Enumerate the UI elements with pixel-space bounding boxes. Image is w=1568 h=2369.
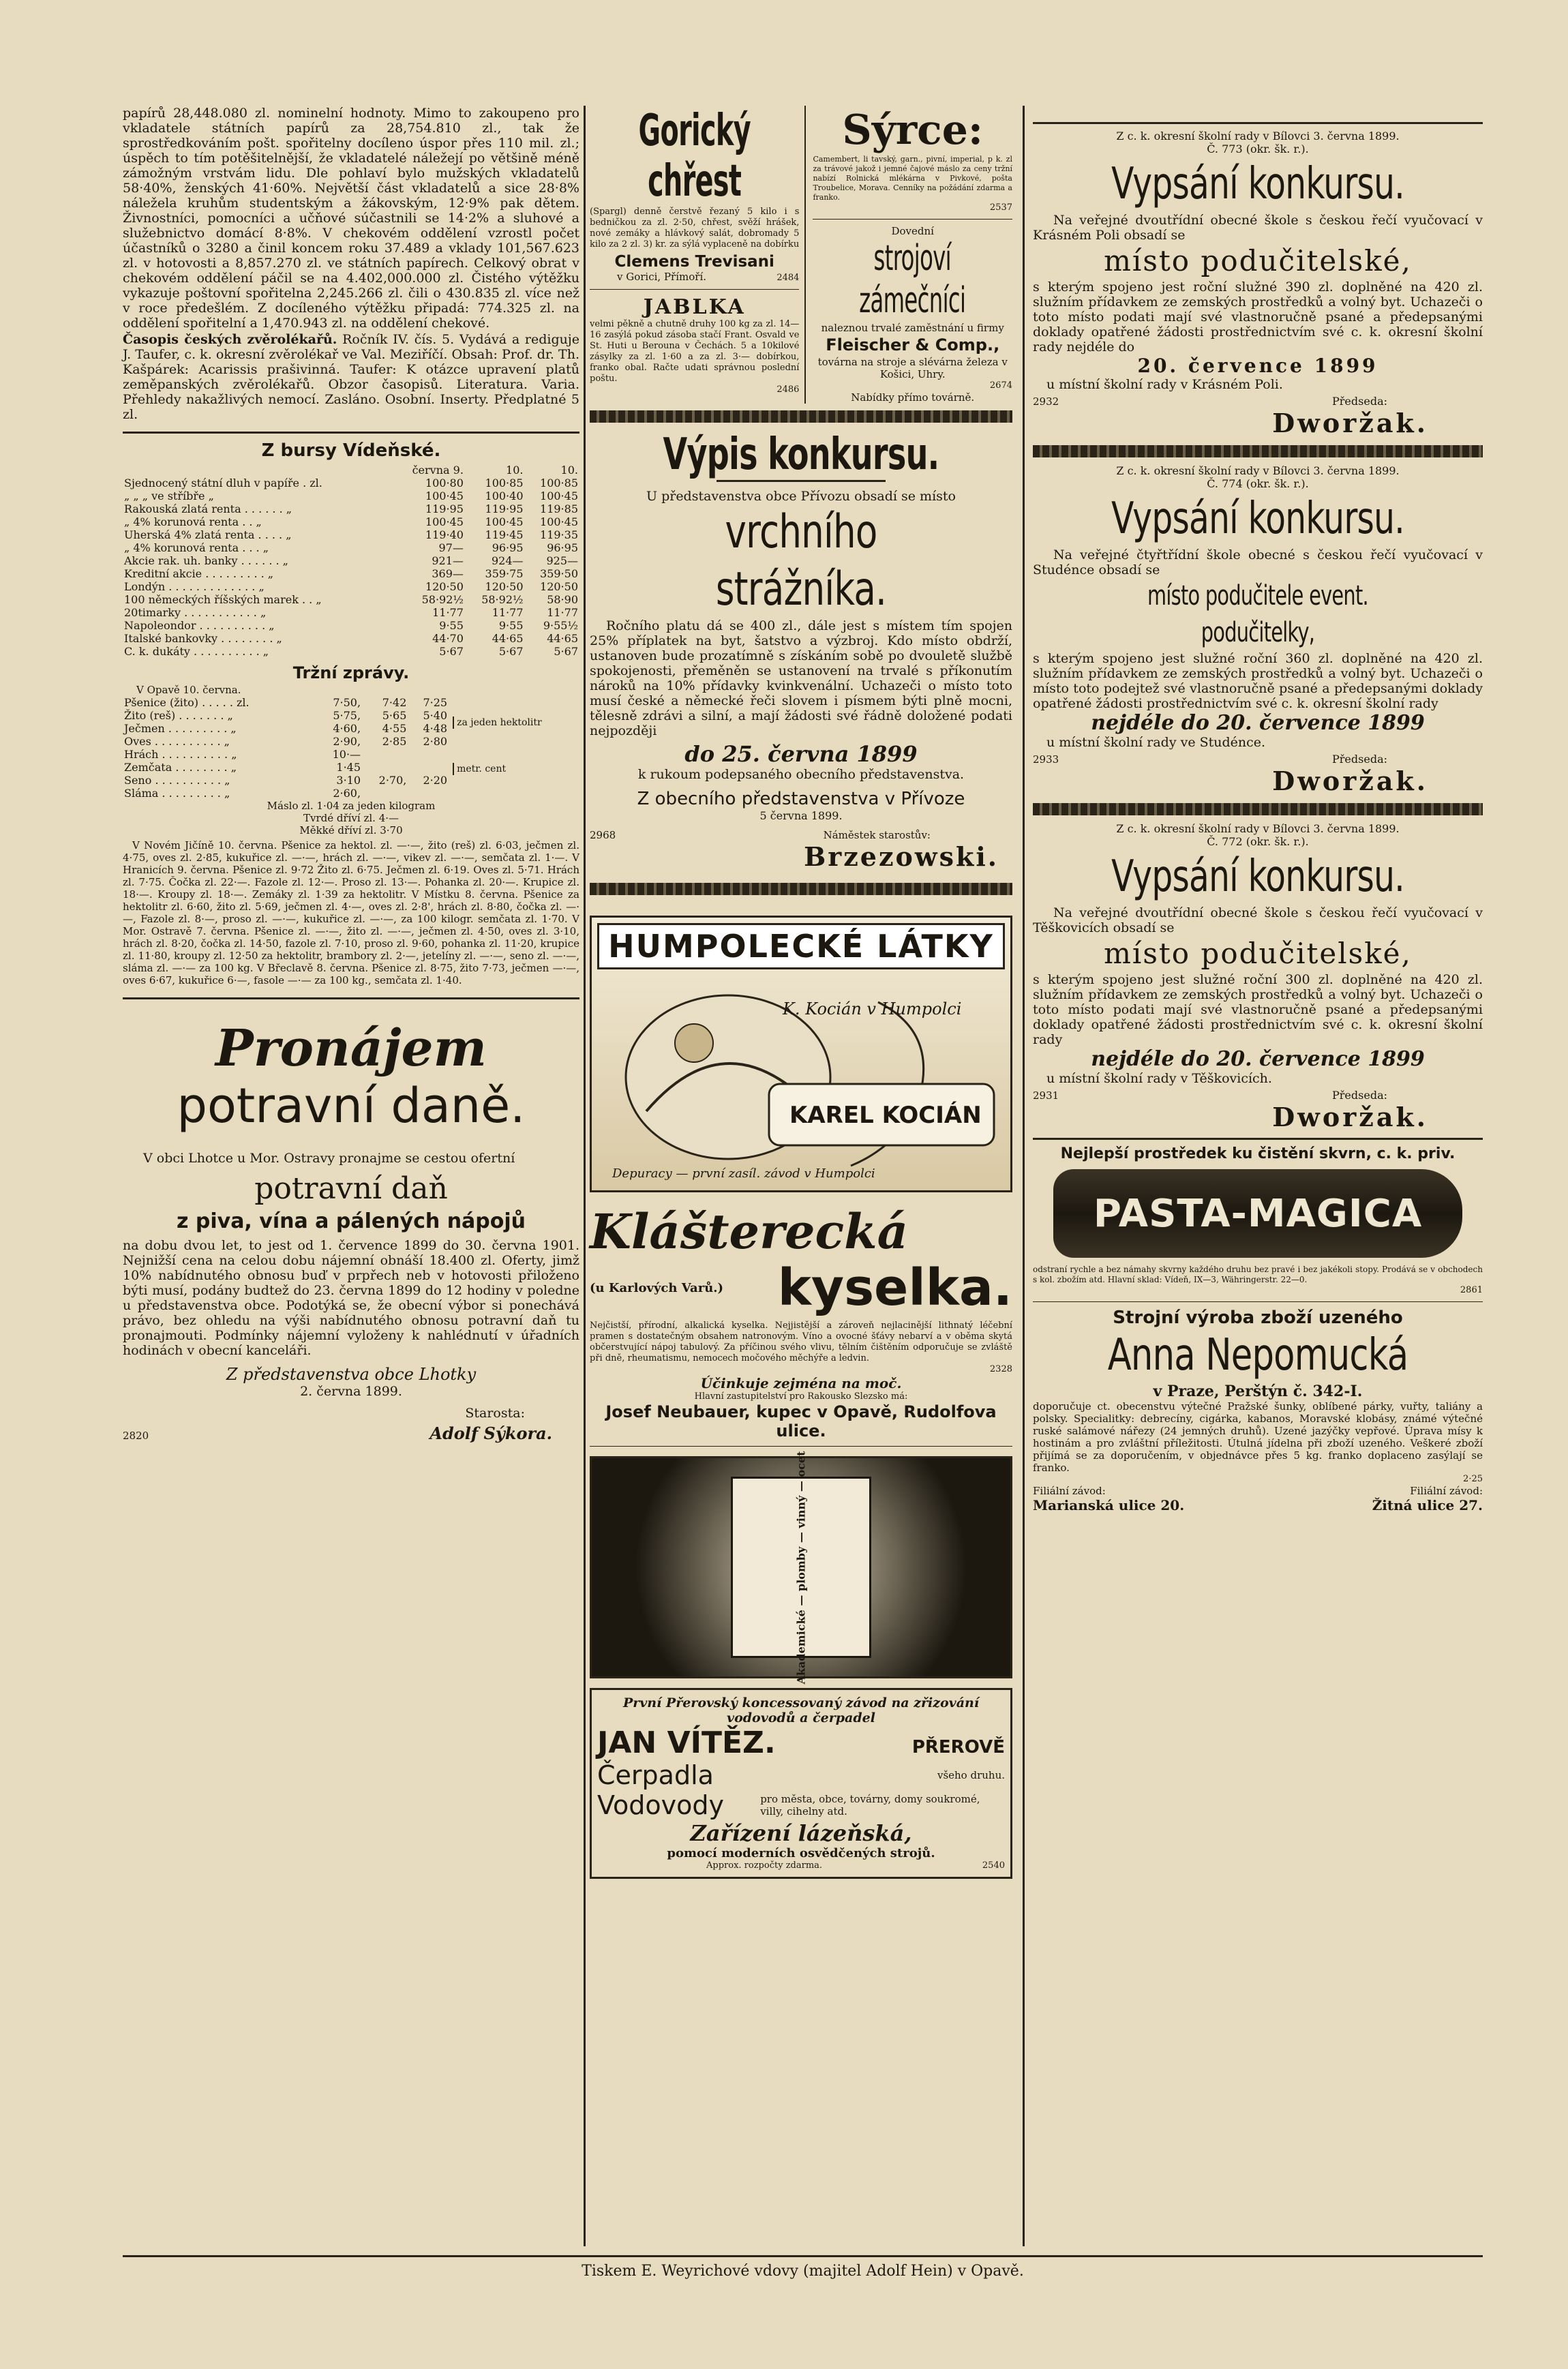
konkurs-name: Dworžak. — [1272, 408, 1428, 438]
footer-rule — [123, 2255, 1483, 2257]
bursa-title: Z bursy Vídeňské. — [261, 440, 441, 461]
divider-band — [590, 883, 1012, 895]
vitez-head: První Přerovský koncessovaný závod na zřizování vodovodů a čerpadel — [622, 1695, 980, 1725]
bursa-date: června 9. — [412, 464, 464, 477]
table-row: Žito (reš) . . . . . . . „ 5·75, 5·65 5·40 — [124, 709, 448, 722]
vypis-tail: k rukoum podepsaného obecního představenstva. — [637, 767, 965, 782]
pronajem-role: Starosta: — [465, 1406, 525, 1421]
column-1 — [123, 106, 579, 1443]
pronajem-date: 2. června 1899. — [300, 1384, 402, 1399]
wood-price: Tvrdé dříví zl. 4·— — [303, 812, 399, 824]
vypis-sdate: 5 června 1899. — [759, 809, 843, 822]
trzni-place: V Opavě 10. června. — [136, 684, 241, 696]
pasta-head: Nejlepší prostředek ku čistění skvrn, c. k. priv. — [1060, 1145, 1456, 1162]
table-row: Napoleondor . . . . . . . . . . „ 9·55 9·55 9·55½ — [124, 619, 578, 632]
strojovi-text: naleznou trvalé zaměstnání u firmy — [821, 322, 1004, 334]
anna-text: doporučuje ct. obecenstvu výtečné Pražské šunky, oblíbené párky, vuřty, taliány a polsky. Specialitky: debrecíny, cigárka, kabanos, Moravské klobásy, známé výtečné ruské salámové nářezy (24 jemných druhů). Uzené jazýčky vepřové. Úprava mísy k hostinám a pro zvláštní příležitosti. Útulná jídelna při zboží uzeného. Veškeré zboží přijímá se za doporučením, v objednávce přes 5 kg. franko doplaceno zasýlají se franko. — [1033, 1400, 1483, 1474]
humpolec-name: KAREL KOCIÁN — [789, 1102, 982, 1129]
humpolec-sub: K. Kocián v Humpolci — [783, 999, 962, 1018]
table-row: Hrách . . . . . . . . . . „ 10·— — [124, 748, 361, 761]
casopis-text: Ročník IV. čís. 5. Vydává a rediguje J. Taufer, c. k. okresní zvěrolékař ve Val. Meziříčí. Obsah: Prof. dr. Th. Kašpárek: Acarissis prašivinná. Taufer: K otázce upravení platů zeměpanských zvěrolékařů. Obzor časopisů. Literatura. Varia. Přehledy nakažlivých nemocí. Zasláno. Osobní. Inserty. Předplatné 5 zl. — [123, 332, 579, 422]
strojovi-foot: Nabídky přímo továrně. — [851, 391, 975, 404]
table-row: „ 4% korunová renta . . „ 100·45 100·45 100·45 — [124, 515, 578, 528]
vitez-cerp-note: všeho druhu. — [937, 1769, 1005, 1781]
vitez-cerp: Čerpadla — [597, 1760, 714, 1790]
pronajem-sign: Z představenstva obce Lhotky — [226, 1365, 477, 1384]
table-row: Zemčata . . . . . . . . „ 1·45 — [124, 761, 361, 774]
casopis-title: Časopis českých zvěrolékařů. — [123, 332, 337, 347]
humpolec-tag: Depuracy — první zasíl. závod v Humpolci — [612, 1166, 875, 1181]
humpolec-ad — [590, 916, 1012, 1192]
intro-text: papírů 28,448.080 zl. nominelní hodnoty. Mimo to zakoupeno pro vkladatele státních papírů za 28,754.810 zl., tak že sprostředkováním pošt. spořitelny docíleno úspor přes 110 mil. zl.; úspěch to tím potěšitelnější, že vkladatelé náležejí po většině méně zámožným vrstvám lidu. Dle pohlaví bylo mužských vkladatelů 58·40%, ženských 41·60%. Největší část vkladatelů a sice 28·8% náležela kruhům studentským a žákovským, 12·9% pak dětem. Živnostníci, pomocníci a učňové súčastnili se 14·2% a sluhové a služebnictvo domácí 8·8%. V chekovém oddělení vzrostl počet účastníků o 3280 a činil koncem roku 37.489 a vklady 101,567.623 zl. v hotovosti a 8,857.270 zl. ve státních papírech. Celkový obrat v chekovém oddělení páčil se na 4.402,000.000 zl. Čistého výtěžku vykazuje poštovní spořitelna 2,245.266 zl. čili o 430.835 zl. více než v roce předešlém. Z docíleného výtěžku připadá: 774.325 zl. na oddělení spořitelní a 1,470.943 zl. na oddělení chekové. — [123, 106, 579, 331]
table-row: Oves . . . . . . . . . . „ 2·90, 2·85 2·80 — [124, 735, 448, 748]
konkurs-big: místo podučitelské, — [1104, 244, 1412, 277]
humpolec-title: HUMPOLECKÉ LÁTKY — [608, 928, 994, 965]
vypis-intro: U představenstva obce Přívozu obsadí se místo — [646, 489, 956, 504]
pasta-name: PASTA-MAGICA — [1093, 1191, 1423, 1236]
table-row: Italské bankovky . . . . . . . . „ 44·70 44·65 44·65 — [124, 632, 578, 645]
ad-number: 2486 — [777, 384, 800, 395]
vitez-name: JAN VÍTĚZ. — [597, 1725, 776, 1760]
pronajem-sub: z piva, vína a pálených nápojů — [176, 1209, 526, 1233]
pronajem-name: Adolf Sýkora. — [429, 1423, 552, 1443]
pronajem-title: potravní daně. — [177, 1078, 526, 1134]
konkurs-intro: Na veřejné dvoutřídní obecné škole s českou řečí vyučovací v Krásném Poli obsadí se — [1033, 213, 1483, 243]
klasterec-deposit: Hlavní zastupitelství pro Rakousko Slezsko má: — [694, 1391, 908, 1402]
anna-branch-label: Filiální závod: — [1410, 1485, 1483, 1497]
konkurs-role: Předseda: — [1332, 1089, 1387, 1102]
divider — [813, 219, 1012, 220]
klasterec-title: kyselka. — [777, 1258, 1012, 1317]
vypis-big: vrchního strážníka. — [715, 505, 887, 616]
column-rule-2 — [1023, 106, 1025, 2246]
pasta-text: odstraní rychle a bez námahy skvrny každého druhu bez pravé i bez jakékoli stopy. Prodává se v obchodech s kol. zbožím atd. Hlavní sklad: Vídeň, IX—3, Währingerstr. 22—0. — [1033, 1265, 1483, 1284]
bursa-date: 10. — [506, 464, 524, 477]
table-row: Seno . . . . . . . . . . „ 3·10 2·70, 2·20 — [124, 774, 448, 787]
vitez-pom: pomocí moderních osvědčených strojů. — [667, 1846, 935, 1860]
konkurs-body: s kterým spojeno jest služné roční 360 zl. doplněné na 420 zl. služním přídavkem ze zemských prostředků a volný byt. Uchazeči o místo toto podejtež své vlastnoručně psané a předepsanými doklady opatřené žádosti prostřednictvím své c. k. okresní školní rady — [1033, 651, 1483, 711]
konkurs-number: Č. 772 (okr. šk. r.). — [1207, 835, 1309, 848]
strojovi-title: strojoví zámečníci — [859, 238, 966, 321]
bottle-ad — [590, 1451, 1012, 1684]
klasterec-effect: Účinkuje zejména na moč. — [700, 1375, 902, 1391]
klasterec-firm: Josef Neubauer, kupec v Opavě, Rudolfova ulice. — [605, 1402, 997, 1440]
chrest-firm: Clemens Trevisani — [614, 253, 774, 271]
klasterec-text: Nejčistší, přírodní, alkalická kyselka. Nejjistější a zároveň nejlacinější lithnatý léčební pramen s dostatečným obsahem natronovým. Víno a ovocné šťávy nebarví a v oběma skytá občerstvující nápoj tabulový. Za příčinou svého vlivu, tělním čištěním odporučuje se zvláště při dně, rheumatismu, nemocech močového měchýře a ledvin. — [590, 1321, 1012, 1363]
vitez-vodovody: Vodovody — [597, 1790, 725, 1820]
syrce-title: Sýrce: — [842, 106, 984, 154]
ad-number: 2820 — [123, 1430, 149, 1442]
anna-ad — [1033, 1308, 1483, 1513]
klasterec-near: (u Karlových Varů.) — [590, 1280, 724, 1295]
konkurs-tail: u místní školní rady ve Studénce. — [1046, 735, 1266, 750]
konkurs-name: Dworžak. — [1272, 766, 1428, 796]
vitez-city: PŘEROVĚ — [911, 1737, 1005, 1757]
konkurs-header: Z c. k. okresní školní rady v Bílovci 3. června 1899. — [1116, 464, 1400, 477]
bursa-table — [123, 464, 579, 658]
konkurs-header: Z c. k. okresní školní rady v Bílovci 3. června 1899. — [1116, 130, 1400, 142]
anna-addr: v Praze, Perštýn č. 342-I. — [1153, 1383, 1363, 1400]
divider — [590, 1446, 1012, 1447]
bursa-date: 10. — [560, 464, 578, 477]
klasterec-title: Klášterecká — [590, 1203, 908, 1260]
ad-number: 2484 — [777, 273, 800, 283]
vypis-title: Výpis konkursu. — [663, 429, 939, 480]
table-row: Sjednocený státní dluh v papíře . zl. 100·80 100·85 100·85 — [124, 477, 578, 489]
konkurs-big: místo podučitele event. podučitelky, — [1147, 580, 1368, 648]
pronajem-body: na dobu dvou let, to jest od 1. července 1899 do 30. června 1901. Nejnižší cena na celou dobu nájemní obnáší 18.400 zl. Oferty, jimž 10% nabídnutého obnosu buď v prpřech neb v hotovosti přiloženo býti musí, podány budtež do 23. června 1899 do 12 hodiny v poledne u představenstva obce. Podotýká se, že obecní výbor si ponechává právo, bez ohledu na výši nabídnutého obnosu potravní daň tu pronajmouti. Podmínky nájemní vyloženy k nahlédnutí v úřadních hodinách v obecní kanceláři. — [123, 1238, 579, 1358]
divider-band — [590, 410, 1012, 423]
konkurs-big: místo podučitelské, — [1104, 937, 1412, 970]
konkurs-date: 20. července 1899 — [1137, 354, 1378, 377]
konkurs-date: nejdéle do 20. července 1899 — [1091, 711, 1425, 735]
trzni-unit: metr. cent — [453, 763, 579, 775]
pronajem-big: potravní daň — [254, 1171, 448, 1206]
bottle-label: Akademické — plomby — vinný — ocet — [794, 1451, 808, 1684]
pronajem-title: Pronájem — [215, 1019, 487, 1078]
strojovi-text2: továrna na stroje a slévárna železa v Košici, Uhry. — [817, 356, 1008, 380]
konkurs-tail: u místní školní rady v Krásném Poli. — [1046, 377, 1283, 392]
vitez-vod-note: pro města, obce, továrny, domy soukromé, villy, cihelny atd. — [760, 1793, 980, 1817]
pasta-ad — [1033, 1145, 1483, 1296]
konkurs-date: nejdéle do 20. července 1899 — [1091, 1047, 1425, 1071]
table-row: Sláma . . . . . . . . . „ 2·60, — [124, 787, 361, 800]
konkurs-tail: u místní školní rady v Těškovicích. — [1046, 1071, 1272, 1086]
strojovi-pre: Dovední — [891, 225, 934, 237]
divider — [590, 289, 799, 290]
anna-branch: Marianská ulice 20. — [1033, 1497, 1185, 1513]
konkurs-2 — [1033, 464, 1483, 796]
table-row: C. k. dukáty . . . . . . . . . . „ 5·67 5·67 5·67 — [124, 645, 578, 658]
column-rule-1 — [584, 106, 586, 2246]
konkurs-number: Č. 773 (okr. šk. r.). — [1207, 142, 1309, 155]
column-3 — [1033, 106, 1483, 1513]
ad-number: 2931 — [1033, 1089, 1059, 1102]
footer-printer: Tiskem E. Weyrichové vdovy (majitel Adolf Hein) v Opavě. — [582, 2263, 1024, 2280]
table-row: Londýn . . . . . . . . . . . . . „ 120·50 120·50 120·50 — [124, 580, 578, 593]
vypis-name: Brzezowski. — [804, 841, 999, 872]
table-row: Rakouská zlatá renta . . . . . . „ 119·95 119·95 119·85 — [124, 502, 578, 515]
jablka-text: velmi pěkně a chutně druhy 100 kg za zl. 14—16 zasýlá pokud zásoba stačí Frant. Osvald ve St. Huti u Berouna v Čechách. 5 a 10kilové zásylky za zl. 1·60 a za zl. 3·— dobírkou, franko obal. Račte udati správnou poslední poštu. — [590, 319, 800, 384]
pronajem-intro: V obci Lhotce u Mor. Ostravy pronajme se cestou ofertní — [143, 1151, 515, 1166]
table-row: „ „ „ ve stříbře „ 100·45 100·40 100·45 — [124, 489, 578, 502]
divider-band — [1033, 445, 1483, 457]
anna-name: Anna Nepomucká — [1107, 1330, 1408, 1380]
table-row: „ 4% korunová renta . . . „ 97— 96·95 96·95 — [124, 541, 578, 554]
chrest-title: Gorický chřest — [638, 106, 751, 207]
market-reports: V Novém Jičíně 10. června. Pšenice za hektol. zl. —·—, žito (reš) zl. 6·03, ječmen zl. 4·75, oves zl. 2·85, kukuřice zl. —·—, hrách zl. —·—, vikev zl. —·—, semčata zl. 1·—. V Hranicích 9. června. Pšenice zl. 9·72 Žito zl. 6·75. Ječmen zl. 6·19. Oves zl. 5·71. Hrách zl. 7·75. Čočka zl. 22·—. Fazole zl. 12·—. Proso zl. 13·—. Pohanka zl. 20·—. Krupice zl. 18·—. Kroupy zl. 18·—. Zemáky zl. 1·39 za hektolitr. V Místku 8. června. Pšenice za hektolitr zl. 6·60, žito zl. 5·69, ječmen zl. 4·—, oves zl. 2·8', hrách zl. 8·80, čočka zl. —·—, Fazole zl. 8·—, proso zl. —·—, kukuřice zl. —·—, za 100 kilogr. semčata zl. 1·70. V Mor. Ostravě 7. června. Pšenice zl. —·—, žito zl. —·—, ječmen zl. 4·50, oves zl. 3·10, hrách zl. 8·20, čočka zl. 14·50, fazole zl. 7·10, proso zl. 9·60, pohanka zl. 11·20, krupice zl. 11·80, kroupy zl. 12·50 za hektolitr, brambory zl. 2·—, jetelíny zl. —·—, seno zl. —·—, sláma zl. —·— za 100 kg. V Břeclavě 8. června. Pšenice zl. 8·75, žito 7·73, ječmen —·—, oves 6·67, kukuřice 6·—, fasole —·— za 100 kg., semčata zl. 1·40. — [123, 839, 579, 986]
konkurs-body: s kterým spojeno jest roční služné 390 zl. doplněné na 420 zl. služním přídavkem ze zemských prostředků a volný byt. Uchazeči o toto místo podati mají své vlastnoručně psané a předepsanými doklady opatřené žádosti prostřednictvím své c. k. okresní školní rady nejdéle do — [1033, 280, 1483, 354]
ad-number: 2·25 — [1463, 1474, 1483, 1484]
maso-price: Máslo zl. 1·04 za jeden kilogram — [267, 800, 436, 812]
vypis-role: Náměstek starostův: — [823, 829, 931, 841]
pronajem-ad — [123, 1020, 579, 1443]
konkurs-title: Vypsání konkursu. — [1111, 851, 1404, 902]
divider — [123, 997, 579, 999]
konkurs-title: Vypsání konkursu. — [1111, 159, 1404, 209]
konkurs-1 — [1033, 130, 1483, 438]
konkurs-header: Z c. k. okresní školní rady v Bílovci 3. června 1899. — [1116, 822, 1400, 835]
ad-number: 2674 — [989, 380, 1012, 391]
vypis-date: do 25. června 1899 — [684, 741, 918, 767]
chrest-place: v Gorici, Přímoří. — [617, 271, 707, 283]
divider — [1033, 1301, 1483, 1302]
trzni-table — [123, 696, 449, 800]
table-row: 100 německých říšských marek . . „ 58·92½ 58·92½ 58·90 — [124, 593, 578, 606]
konkurs-title: Vypsání konkursu. — [1111, 494, 1404, 544]
konkurs-intro: Na veřejné dvoutřídní obecné škole s českou řečí vyučovací v Těškovicích obsadí se — [1033, 905, 1483, 935]
vypis-body: Ročního platu dá se 400 zl., dále jest s místem tím spojen 25% příplatek na byt, šatstvo a výzbroj. Kdo místo obdrží, ustanoven bude prozatímně s získáním sobě po dvouletě službě spokojenosti, přeměněn se ustanovení na trvalé s příkonutím nároků na 10% přídavky kvinkvenální. Uchazeči o místo toto musí české a německé řeči slovem i písmem býti plně mocni, tělesně zdrávi a silní, a mají žádosti své řádně doložené podati nejpozději — [590, 618, 1012, 738]
table-row: Kreditní akcie . . . . . . . . . „ 369— 359·75 359·50 — [124, 567, 578, 580]
ad-number: 2861 — [1460, 1285, 1483, 1295]
divider — [123, 432, 579, 434]
table-row: Pšenice (žito) . . . . . zl. 7·50, 7·42 7·25 — [124, 696, 448, 709]
anna-branch: Žitná ulice 27. — [1372, 1497, 1483, 1513]
konkurs-number: Č. 774 (okr. šk. r.). — [1207, 477, 1309, 490]
ad-number: 2932 — [1033, 395, 1059, 408]
divider — [1033, 1138, 1483, 1140]
trzni-unit: za jeden hektolitr — [453, 716, 579, 729]
konkurs-role: Předseda: — [1332, 395, 1387, 408]
ad-number: 2328 — [989, 1364, 1012, 1374]
ad-number: 2968 — [590, 829, 616, 841]
table-row: Ječmen . . . . . . . . . „ 4·60, 4·55 4·48 — [124, 722, 448, 735]
ad-number: 2537 — [989, 202, 1012, 213]
kyselka-ad — [590, 1205, 1012, 1440]
konkurs-name: Dworžak. — [1272, 1102, 1428, 1132]
anna-head: Strojní výroba zboží uzeného — [1113, 1308, 1403, 1328]
konkurs-3 — [1033, 822, 1483, 1132]
strojovi-firm: Fleischer & Comp., — [826, 335, 1000, 354]
table-row: Uherská 4% zlatá renta . . . . „ 119·40 119·45 119·35 — [124, 528, 578, 541]
ad-number: 2933 — [1033, 753, 1059, 766]
trzni-title: Tržní zprávy. — [292, 663, 410, 682]
anna-branch-label: Filiální závod: — [1033, 1485, 1106, 1497]
konkurs-body: s kterým spojeno jest služné roční 300 zl. doplněné na 420 zl. služním přídavkem ze zemských prostředků a volný byt. Uchazeči o toto místo podati mají své vlastnoručně psané a předepsanými doklady opatřené žádosti prostřednictvím své c. k. okresní školní rady — [1033, 972, 1483, 1047]
vitez-ad — [590, 1688, 1012, 1879]
konkurs-role: Předseda: — [1332, 753, 1387, 766]
wood-price: Měkké dříví zl. 3·70 — [299, 824, 403, 836]
vitez-laz: Zařízení lázeňská, — [690, 1820, 912, 1846]
jablka-title: JABLKA — [643, 295, 746, 319]
chrest-text: (Spargl) denně čerstvě řezaný 5 kilo i s bedničkou za zl. 2·50, chřest, svěží hrášek, nové zemáky a hlávkový salát, dobromady 5 kilo za 2 zl. 3) kr. za sýlá vyplaceně na dobírku — [590, 207, 800, 250]
column-2 — [590, 106, 1012, 1879]
table-row: Akcie rak. uh. banky . . . . . . „ 921— 924— 925— — [124, 554, 578, 567]
vypis-sign: Z obecního představenstva v Přívoze — [637, 789, 965, 809]
divider — [717, 480, 886, 482]
konkurs-intro: Na veřejné čtyřtřídní škole obecné s českou řečí vyučovací v Studénce obsadí se — [1033, 547, 1483, 577]
syrce-text: Camembert, li tavský, garn., pivní, imperial, p k. zl za trávové jakož i jemné čajové máslo za ceny tržní nabízí Rolnická mlékárna v Pivkové, pošta Troubelice, Morava. Cenníky na požádání zdarma a franko. — [813, 155, 1012, 202]
divider — [1033, 122, 1483, 124]
ad-number: 2540 — [982, 1860, 1005, 1871]
vitez-foot: Approx. rozpočty zdarma. — [706, 1860, 823, 1871]
divider-band — [1033, 803, 1483, 815]
table-row: 20timarky . . . . . . . . . . . „ 11·77 11·77 11·77 — [124, 606, 578, 619]
